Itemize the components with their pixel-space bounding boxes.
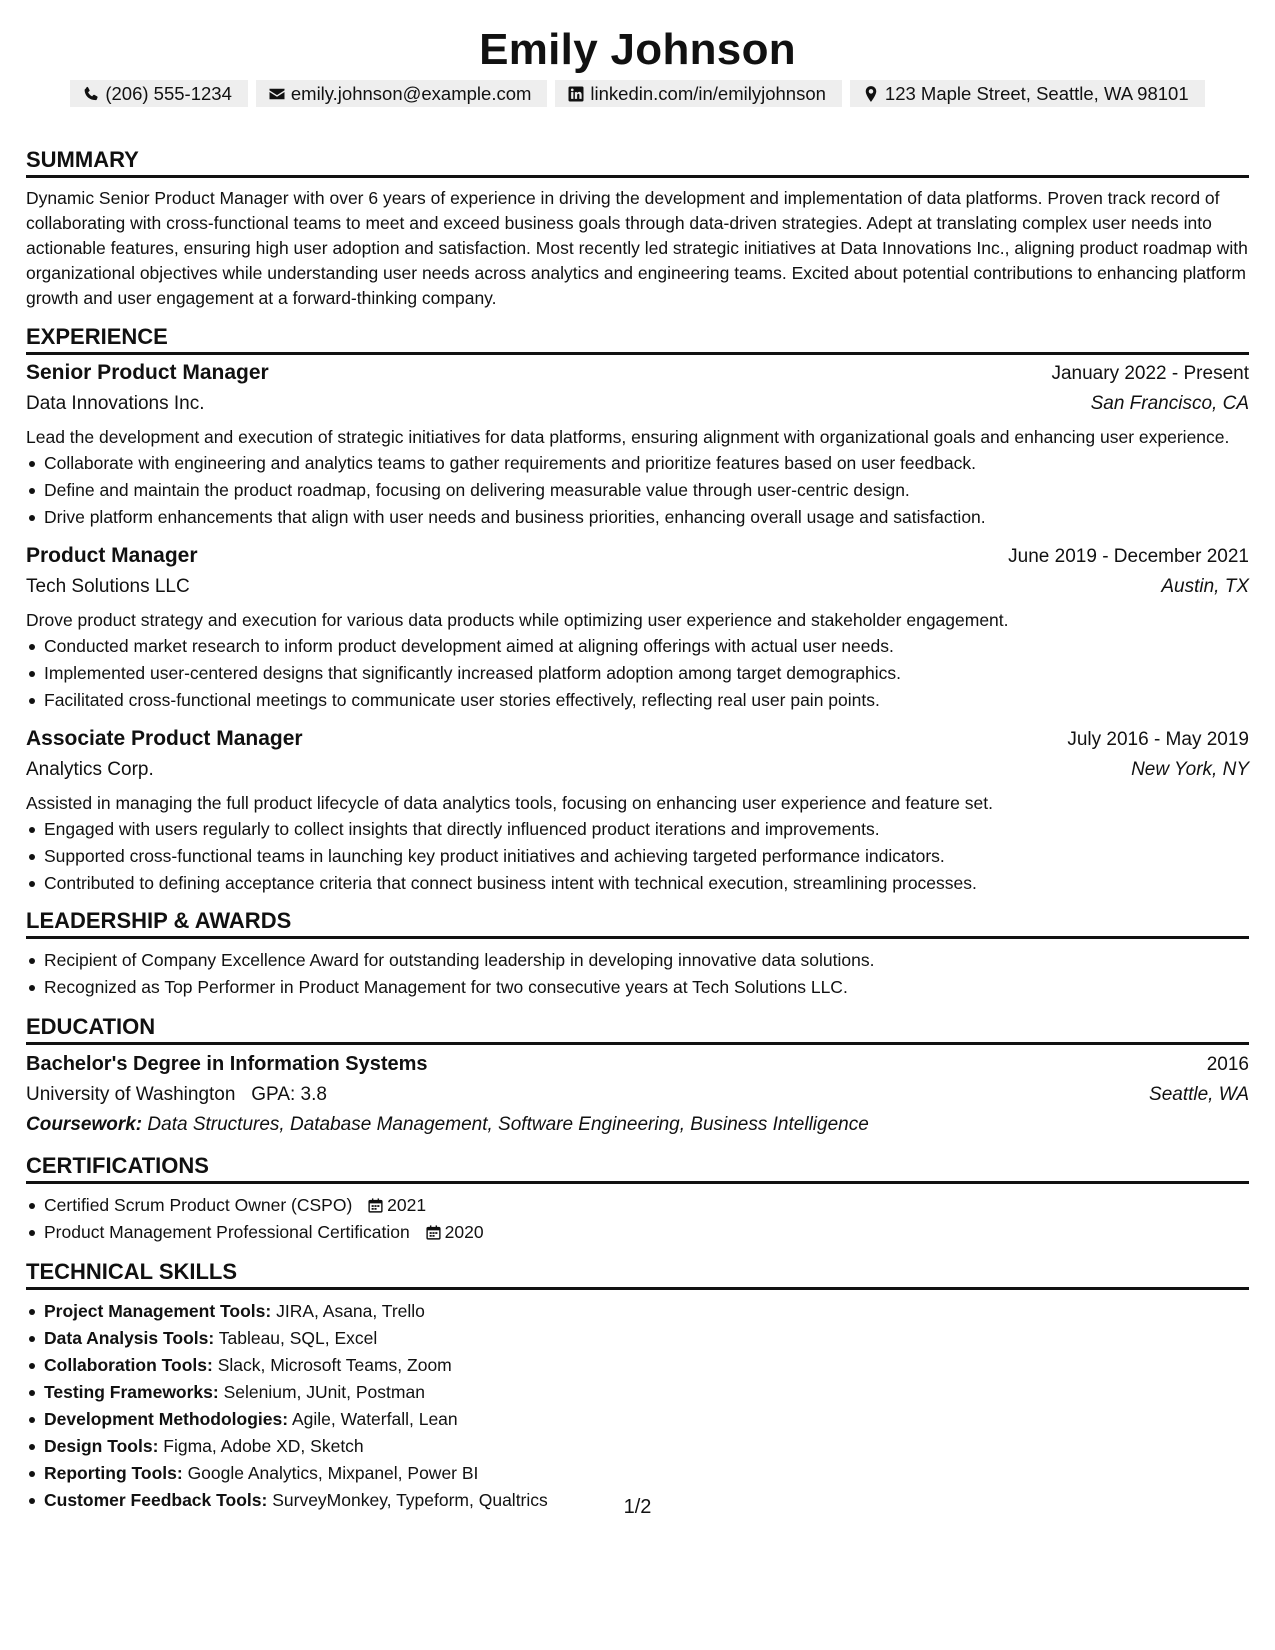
certification-year: 2021 <box>387 1195 427 1215</box>
summary-text: Dynamic Senior Product Manager with over 6 years of experience in driving the development and implementation of data platforms. Proven track record of collaborating with cross-functional teams to meet and exceed business goals through data-driven strategies. Adept at translating complex user needs into actionable features, ensuring high user adoption and satisfaction. Most recently led strategic initiatives at Data Innovations Inc., aligning product roadmap with organizational objectives while understanding user needs across analytics and engineering teams. Excited about potential contributions to enhancing platform growth and user engagement at a forward-thinking company. <box>26 188 1248 308</box>
job-location: New York, NY <box>1131 759 1249 780</box>
job-bullets <box>26 450 1249 531</box>
list-item <box>44 1352 1249 1379</box>
skill-values: Figma, Adobe XD, Sketch <box>163 1436 364 1456</box>
skills-section <box>26 1258 1249 1514</box>
skill-category: Customer Feedback Tools: <box>44 1490 268 1510</box>
experience-section <box>26 323 1249 897</box>
list-item: Recipient of Company Excellence Award for outstanding leadership in developing innovative data solutions. <box>44 947 1249 974</box>
job-location: San Francisco, CA <box>1090 393 1249 414</box>
skill-category: Design Tools: <box>44 1436 159 1456</box>
map-marker-icon <box>862 85 880 103</box>
calendar-icon <box>367 1197 384 1214</box>
section-divider <box>26 936 1249 939</box>
list-item: Facilitated cross-functional meetings to communicate user stories effectively, reflecting real user pain points. <box>44 687 1249 714</box>
certification-name: Product Management Professional Certification <box>44 1222 410 1242</box>
certification-name: Certified Scrum Product Owner (CSPO) <box>44 1195 353 1215</box>
skill-category: Collaboration Tools: <box>44 1355 213 1375</box>
job-location: Austin, TX <box>1161 576 1249 597</box>
skill-values: Slack, Microsoft Teams, Zoom <box>217 1355 452 1375</box>
skill-category: Development Methodologies: <box>44 1409 289 1429</box>
job-description: Drove product strategy and execution for various data products while optimizing user experience and stakeholder engagement. <box>26 610 1009 630</box>
section-divider <box>26 1181 1249 1184</box>
skill-values: Google Analytics, Mixpanel, Power BI <box>187 1463 479 1483</box>
awards-list <box>26 947 1249 1001</box>
school-name: University of Washington <box>26 1084 236 1105</box>
job-entry <box>26 541 1249 714</box>
list-item: Contributed to defining acceptance criteria that connect business intent with technical execution, streamlining processes. <box>44 870 1249 897</box>
coursework <box>26 1110 1249 1140</box>
list-item <box>44 1325 1249 1352</box>
section-divider <box>26 352 1249 355</box>
list-item <box>44 1298 1249 1325</box>
job-date: January 2022 - Present <box>1051 363 1249 384</box>
job-title: Product Manager <box>26 544 198 567</box>
certification-year: 2020 <box>444 1222 484 1242</box>
skill-values: Tableau, SQL, Excel <box>218 1328 378 1348</box>
list-item: Collaborate with engineering and analytics teams to gather requirements and prioritize features based on user feedback. <box>44 450 1249 477</box>
phone-icon <box>82 85 100 103</box>
job-company: Data Innovations Inc. <box>26 393 205 414</box>
job-description: Assisted in managing the full product lifecycle of data analytics tools, focusing on enhancing user experience and feature set. <box>26 793 993 813</box>
contact-linkedin[interactable] <box>555 80 841 107</box>
gpa: GPA: 3.8 <box>251 1084 327 1105</box>
address-text: 123 Maple Street, Seattle, WA 98101 <box>884 83 1189 104</box>
section-title: CERTIFICATIONS <box>26 1153 209 1178</box>
job-bullets <box>26 633 1249 714</box>
list-item: Drive platform enhancements that align with user needs and business priorities, enhancing overall usage and satisfaction. <box>44 504 1249 531</box>
certifications-section <box>26 1152 1249 1246</box>
section-divider <box>26 175 1249 178</box>
job-entry <box>26 724 1249 897</box>
degree-title: Bachelor's Degree in Information Systems <box>26 1053 428 1075</box>
list-item <box>44 1379 1249 1406</box>
skill-values: Agile, Waterfall, Lean <box>291 1409 458 1429</box>
job-bullets <box>26 816 1249 897</box>
skill-values: SurveyMonkey, Typeform, Qualtrics <box>272 1490 548 1510</box>
section-title: LEADERSHIP & AWARDS <box>26 908 292 933</box>
skill-category: Testing Frameworks: <box>44 1382 219 1402</box>
skill-values: Selenium, JUnit, Postman <box>223 1382 425 1402</box>
contact-address <box>850 80 1205 107</box>
contact-email[interactable] <box>256 80 548 107</box>
leadership-section <box>26 907 1249 1001</box>
coursework-label: Coursework: <box>26 1114 143 1135</box>
section-title: EDUCATION <box>26 1014 156 1039</box>
job-company: Analytics Corp. <box>26 759 154 780</box>
education-section <box>26 1013 1249 1140</box>
section-title: EXPERIENCE <box>26 324 168 349</box>
list-item: Define and maintain the product roadmap, focusing on delivering measurable value through user-centric design. <box>44 477 1249 504</box>
phone-text: (206) 555-1234 <box>105 83 232 104</box>
job-entry <box>26 358 1249 531</box>
list-item: Implemented user-centered designs that significantly increased platform adoption among target demographics. <box>44 660 1249 687</box>
list-item <box>44 1460 1249 1487</box>
list-item: Engaged with users regularly to collect insights that directly influenced product iterations and improvements. <box>44 816 1249 843</box>
skill-category: Project Management Tools: <box>44 1301 272 1321</box>
list-item <box>44 1406 1249 1433</box>
list-item: Conducted market research to inform product development aimed at aligning offerings with actual user needs. <box>44 633 1249 660</box>
summary-section <box>26 146 1249 311</box>
job-date: June 2019 - December 2021 <box>1008 546 1249 567</box>
skill-category: Reporting Tools: <box>44 1463 183 1483</box>
section-title: SUMMARY <box>26 147 139 172</box>
candidate-name: Emily Johnson <box>479 25 796 74</box>
skills-list <box>26 1298 1249 1514</box>
job-description: Lead the development and execution of strategic initiatives for data platforms, ensuring alignment with organizational goals and enhancing user experience. <box>26 427 1230 447</box>
graduation-year: 2016 <box>1206 1054 1249 1075</box>
job-title: Senior Product Manager <box>26 361 269 384</box>
envelope-icon <box>268 85 286 103</box>
certifications-list <box>26 1192 1249 1246</box>
job-company: Tech Solutions LLC <box>26 576 190 597</box>
section-divider <box>26 1042 1249 1045</box>
school-info <box>26 1080 327 1110</box>
school-location: Seattle, WA <box>1149 1084 1249 1105</box>
list-item <box>44 1219 1249 1246</box>
job-date: July 2016 - May 2019 <box>1067 729 1249 750</box>
email-text[interactable]: emily.johnson@example.com <box>290 83 532 104</box>
list-item <box>44 1433 1249 1460</box>
linkedin-icon <box>567 85 585 103</box>
job-title: Associate Product Manager <box>26 727 303 750</box>
resume-content <box>26 146 1249 1526</box>
list-item: Supported cross-functional teams in launching key product initiatives and achieving targeted performance indicators. <box>44 843 1249 870</box>
skill-values: JIRA, Asana, Trello <box>276 1301 425 1321</box>
coursework-list: Data Structures, Database Management, Software Engineering, Business Intelligence <box>147 1114 869 1135</box>
section-title: TECHNICAL SKILLS <box>26 1259 238 1284</box>
linkedin-text[interactable]: linkedin.com/in/emilyjohnson <box>590 83 826 104</box>
section-divider <box>26 1287 1249 1290</box>
contact-phone <box>70 80 248 107</box>
calendar-icon <box>425 1224 442 1241</box>
list-item <box>44 1192 1249 1219</box>
list-item: Recognized as Top Performer in Product Management for two consecutive years at Tech Solutions LLC. <box>44 974 1249 1001</box>
contact-bar <box>0 80 1275 107</box>
page-number: 1/2 <box>623 1496 652 1518</box>
skill-category: Data Analysis Tools: <box>44 1328 215 1348</box>
